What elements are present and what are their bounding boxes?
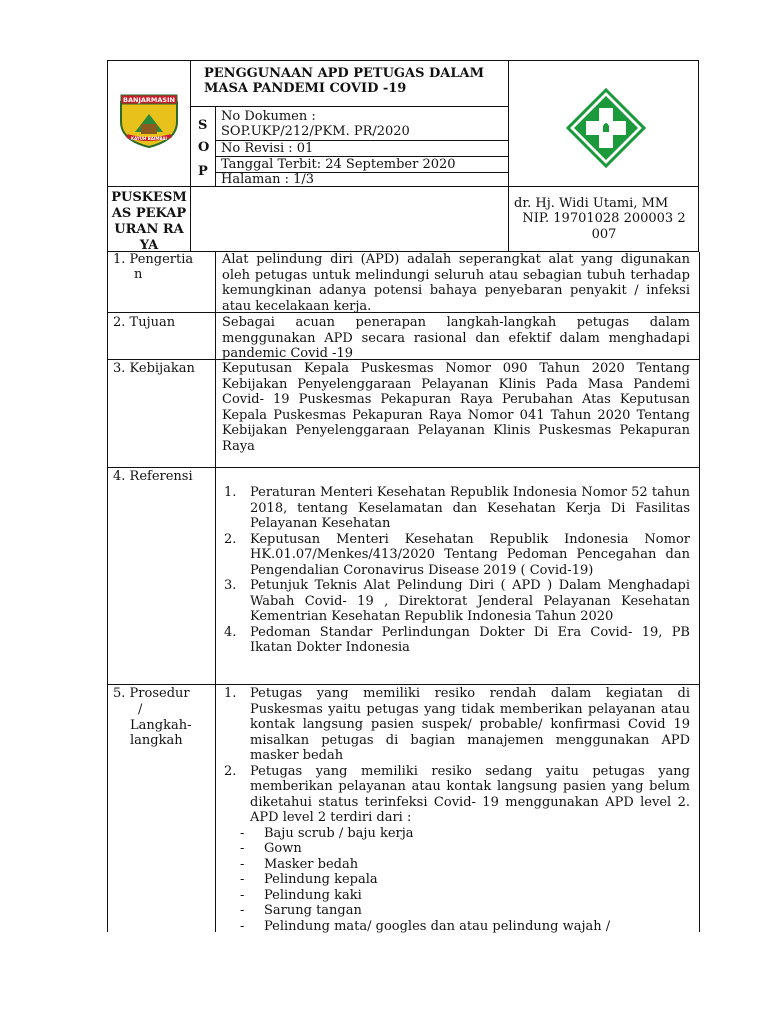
doc-page: Halaman : 1/3 xyxy=(221,172,315,187)
banjarmasin-logo-icon xyxy=(113,92,185,148)
doc-issue-date: Tanggal Terbit: 24 September 2020 xyxy=(221,157,456,172)
label-referensi: 4. Referensi xyxy=(113,469,193,484)
signatory-nip: NIP. 19701028 200003 2 007 xyxy=(522,211,686,242)
label-pengertian-2: n xyxy=(134,267,143,282)
apd-item: - Gown xyxy=(238,841,690,857)
label-prosedur-4: langkah xyxy=(130,733,183,748)
sop-letter-p: P xyxy=(198,164,208,179)
sop-letter-s: S xyxy=(198,118,208,133)
referensi-item: 2. Keputusan Menteri Kesehatan Republik Indonesia Nomor HK.01.07/Menkes/413/2020 Tentang Pedoman Pencegahan dan Pengendalian Coronavirus Disease 2019 ( Covid-19) xyxy=(224,531,690,578)
tujuan-text: Sebagai acuan penerapan langkah-langkah petugas dalam menggunakan APD secara rasional dan efektif dalam menghadapi pandemic Covid -19 xyxy=(222,315,690,361)
kebijakan-text: Keputusan Kepala Puskesmas Nomor 090 Tahun 2020 Tentang Kebijakan Penyelenggaraan Pelayanan Klinis Pada Masa Pandemi Covid- 19 Puskesmas Pekapuran Raya Perubahan Atas Keputusan Kepala Puskesmas Pekapuran Raya Nomor 041 Tahun 2020 Tentang Kebijakan Penyelenggaraan Pelayanan Klinis Puskesmas Pekapuran Raya xyxy=(222,361,690,454)
label-pengertian-1: 1. Pengertia xyxy=(113,252,194,267)
sop-letter-o: O xyxy=(198,140,210,155)
puskesmas-logo-icon xyxy=(566,88,646,168)
referensi-item: 3. Petunjuk Teknis Alat Pelindung Diri ( APD ) Dalam Menghadapi Wabah Covid- 19 , Direktorat Jenderal Pelayanan Kesehatan Kementrian Kesehatan Republik Indonesia Tahun 2020 xyxy=(224,578,690,624)
referensi-item: 1. Peraturan Menteri Kesehatan Republik Indonesia Nomor 52 tahun 2018, tentang Keselamatan dan Kesehatan Kerja Di Fasilitas Pelayanan Kesehatan xyxy=(224,485,690,531)
logo-text-bottom: KAYUH BAIMBAI xyxy=(131,136,167,141)
prosedur-item: 1. Petugas yang memiliki resiko rendah dalam kegiatan di Puskesmas yaitu petugas yang tidak memberikan pelayanan atau kontak langsung pasien suspek/ probable/ konfirmasi Covid 19 misalkan petugas di bagian manajemen menggunakan APD masker bedah xyxy=(224,686,690,763)
referensi-list xyxy=(224,485,690,656)
doc-number-value: SOP.UKP/212/PKM. PR/2020 xyxy=(221,124,410,139)
label-prosedur-1: 5. Prosedur xyxy=(113,686,190,701)
apd-item: - Sarung tangan xyxy=(238,903,690,919)
apd-level2-list xyxy=(238,826,690,935)
apd-item: - Pelindung mata/ googles dan atau pelindung wajah / xyxy=(238,919,690,935)
apd-item: - Pelindung kaki xyxy=(238,888,690,904)
prosedur-list xyxy=(224,686,690,826)
label-prosedur-2: / xyxy=(138,702,143,717)
label-kebijakan: 3. Kebijakan xyxy=(113,361,195,376)
doc-title-line2: MASA PANDEMI COVID -19 xyxy=(204,81,407,96)
prosedur-item: 2. Petugas yang memiliki resiko sedang yaitu petugas yang memberikan pelayanan atau kontak langsung pasien yang belum diketahui status terinfeksi Covid- 19 menggunakan APD level 2. APD level 2 terdiri dari : xyxy=(224,763,690,825)
signatory-name: dr. Hj. Widi Utami, MM xyxy=(514,196,669,211)
label-prosedur-3: Langkah- xyxy=(130,718,192,733)
apd-item: - Baju scrub / baju kerja xyxy=(238,826,690,842)
label-tujuan: 2. Tujuan xyxy=(113,315,176,330)
apd-item: - Masker bedah xyxy=(238,857,690,873)
referensi-item: 4. Pedoman Standar Perlindungan Dokter Di Era Covid- 19, PB Ikatan Dokter Indonesia xyxy=(224,624,690,655)
prosedur-content xyxy=(224,686,690,934)
apd-item: - Pelindung kepala xyxy=(238,872,690,888)
org-name: PUSKESMAS PEKAPURAN RAYA xyxy=(111,190,187,253)
doc-revision: No Revisi : 01 xyxy=(221,141,314,156)
doc-number-label: No Dokumen : xyxy=(221,109,316,124)
doc-title-line1: PENGGUNAAN APD PETUGAS DALAM xyxy=(204,66,485,81)
logo-text-top: BANJARMASIN xyxy=(123,96,175,104)
pengertian-text: Alat pelindung diri (APD) adalah seperangkat alat yang digunakan oleh petugas untuk melindungi seluruh atau sebagian tubuh terhadap kemungkinan adanya potensi bahaya penyebaran penyakit / infeksi atau kecelakaan kerja. xyxy=(222,252,690,314)
